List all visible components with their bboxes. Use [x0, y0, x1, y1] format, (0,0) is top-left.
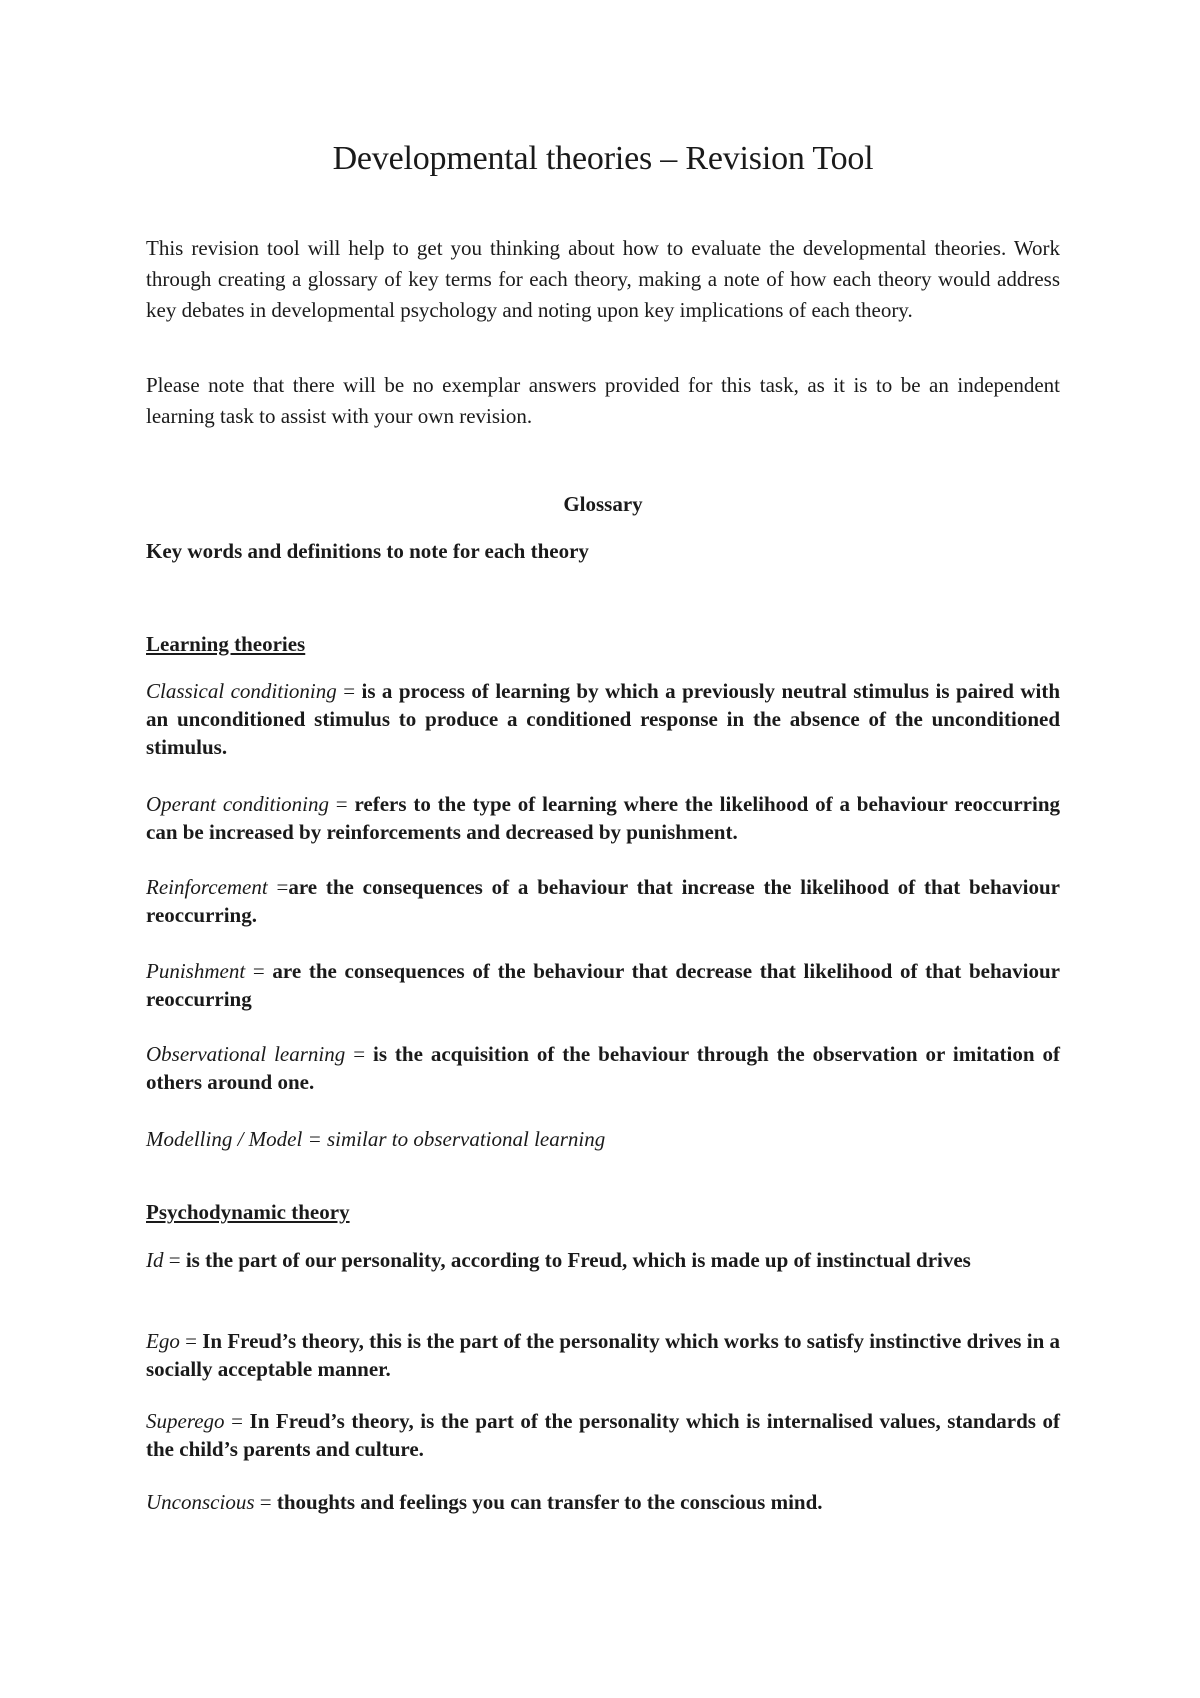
term-definition: refers to the type of learning where the likelihood of a behaviour reoccurring can be increased by reinforcements and decreased by punishment.	[146, 792, 1061, 844]
intro-paragraph: Please note that there will be no exemplar answers provided for this task, as it is to be an independent learning task to assist with your own revision.	[146, 373, 1060, 428]
intro-paragraph: This revision tool will help to get you thinking about how to evaluate the developmental theories. Work through creating a glossary of key terms for each theory, making a note of how each theory would address key debates in developmental psychology and noting upon key implications of each theory.	[146, 236, 1060, 322]
glossary-term	[146, 1246, 1060, 1274]
glossary-term	[146, 957, 1060, 1013]
glossary-heading: Glossary	[563, 492, 643, 516]
term-definition: thoughts and feelings you can transfer to the conscious mind.	[276, 1490, 823, 1514]
term-name: Observational learning	[146, 1042, 346, 1066]
glossary-term	[146, 1407, 1060, 1463]
term-definition: is the part of our personality, according to Freud, which is made up of instinctual drives	[185, 1248, 971, 1272]
term-definition: is the acquisition of the behaviour through the observation or imitation of others around one.	[146, 1042, 1060, 1094]
term-definition: are the consequences of a behaviour that increase the likelihood of that behaviour reoccurring.	[146, 875, 1060, 927]
term-definition: similar to observational learning	[326, 1127, 606, 1151]
term-separator: =	[328, 792, 355, 816]
term-name: Ego	[146, 1329, 180, 1353]
glossary-term	[146, 1040, 1060, 1096]
glossary-term	[146, 1488, 1060, 1516]
term-definition: is a process of learning by which a previously neutral stimulus is paired with an unconditioned stimulus to produce a conditioned response in the absence of the unconditioned stimulus.	[146, 679, 1060, 759]
term-definition: In Freud’s theory, is the part of the personality which is internalised values, standards of the child’s parents and culture.	[146, 1409, 1061, 1461]
term-name: Superego	[146, 1409, 225, 1433]
term-separator: =	[336, 679, 362, 703]
term-separator: =	[163, 1248, 186, 1272]
term-name: Modelling / Model	[146, 1127, 303, 1151]
term-name: Reinforcement	[146, 875, 268, 899]
term-definition: are the consequences of the behaviour that decrease that likelihood of that behaviour reoccurring	[146, 959, 1060, 1011]
term-separator: =	[267, 875, 289, 899]
term-separator: =	[179, 1329, 203, 1353]
term-separator: =	[245, 959, 273, 983]
term-separator: =	[254, 1490, 277, 1514]
term-separator: =	[224, 1409, 250, 1433]
glossary-term	[146, 1125, 1060, 1153]
glossary-term	[146, 873, 1060, 929]
glossary-term	[146, 1327, 1060, 1383]
glossary-subheading: Key words and definitions to note for each theory	[146, 539, 589, 563]
term-name: Classical conditioning	[146, 679, 337, 703]
term-name: Operant conditioning	[146, 792, 329, 816]
term-definition: In Freud’s theory, this is the part of the personality which works to satisfy instinctive drives in a socially acceptable manner.	[146, 1329, 1061, 1381]
section-heading-learning-theories: Learning theories	[146, 632, 306, 656]
term-name: Id	[146, 1248, 164, 1272]
section-heading-psychodynamic-theory: Psychodynamic theory	[146, 1200, 350, 1224]
document-title: Developmental theories – Revision Tool	[332, 140, 874, 177]
glossary-term	[146, 790, 1060, 846]
term-name: Unconscious	[146, 1490, 255, 1514]
glossary-term	[146, 677, 1060, 761]
term-separator: =	[345, 1042, 373, 1066]
term-separator: =	[302, 1127, 327, 1151]
term-name: Punishment	[146, 959, 246, 983]
